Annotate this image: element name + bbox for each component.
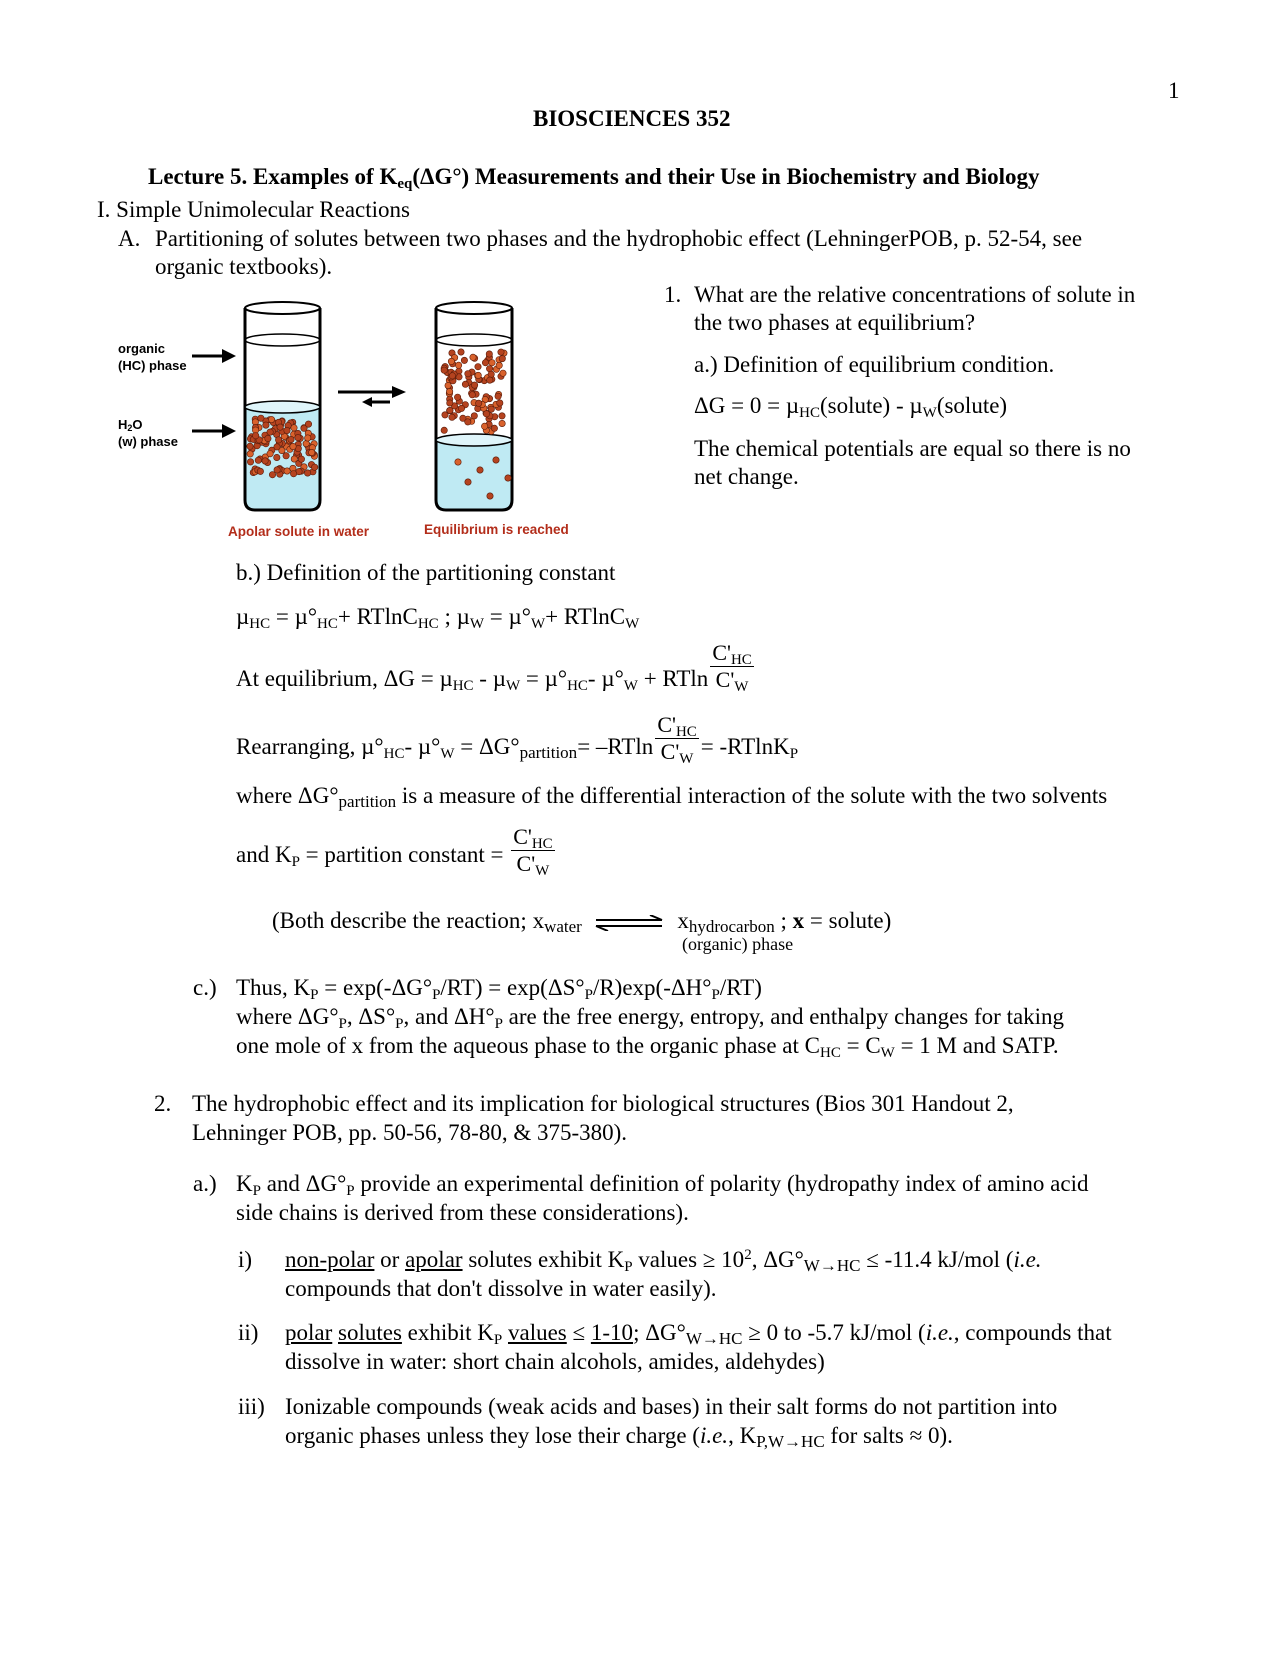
rearranging-eq: Rearranging, $\mu^\circ_{HC}-$ $\mu^\circ_W = \Delta G^\circ_{partition}= -RTln$ $\frac{C'_{HC}}{C'_W}$ = -RTlnK$_P$	[236, 712, 799, 767]
section-a-marker: A.	[118, 226, 141, 251]
solute-particle-organic-74	[447, 400, 453, 406]
solute-particle-organic-38	[446, 388, 452, 394]
solute-particle-water-70	[262, 458, 268, 464]
course-title: BIOSCIENCES 352	[533, 106, 731, 131]
solute-particle-organic-88	[465, 371, 471, 377]
solute-particle-water-66	[291, 425, 297, 431]
where-partition-line: where $\Delta G^\circ_{partition}$ is a measure of the differential interaction of the solute with the two solvents	[236, 783, 1108, 811]
solute-particle-equil-water-3	[465, 479, 471, 485]
solute-particle-equil-water-4	[487, 493, 493, 499]
solute-particle-equil-water-2	[493, 457, 499, 463]
caption-apolar-solute: Apolar solute in water	[228, 524, 370, 539]
solute-particle-organic-87	[448, 358, 454, 364]
solute-particle-water-119	[263, 422, 269, 428]
solute-particle-water-106	[284, 427, 290, 433]
q1-a-label: a.) Definition of equilibrium condition.	[694, 352, 1055, 377]
solute-particle-organic-94	[476, 400, 482, 406]
solute-particle-organic-72	[465, 419, 471, 425]
solute-particle-organic-103	[475, 372, 481, 378]
solute-particle-water-76	[268, 416, 274, 422]
section-a-line1: Partitioning of solutes between two phases and the hydrophobic effect (LehningerPOB, p. 52-54, see	[155, 226, 1083, 251]
q2-a-line2: side chains is derived from these considerations).	[236, 1200, 689, 1225]
chemical-potential-eq: $\mu_{HC} = \mu^\circ_{HC}+ RTlnC_{HC}$ ; $\mu_W = \mu^\circ_W+ RTlnC_W$	[236, 604, 640, 632]
q2-a-line1: $K_P$ and $\Delta G^\circ_P$ provide an experimental definition of polarity (hydropathy index of amino acid	[236, 1171, 1089, 1199]
q1-marker: 1.	[664, 282, 682, 307]
solute-particle-water-117	[309, 449, 315, 455]
solute-particle-water-112	[258, 415, 264, 421]
page-number: 1	[1168, 78, 1180, 103]
q1-explain-line2: net change.	[694, 464, 799, 489]
solute-particle-organic-90	[462, 381, 468, 387]
c-line3: one mole of x from the aqueous phase to the organic phase at $C_{HC} = C_W = 1$ M and SATP.	[236, 1033, 1059, 1061]
q1-line2: the two phases at equilibrium?	[694, 310, 976, 335]
item-i-line1: non-polar or apolar solutes exhibit $K_P$ values ≥ $10^2$, $\Delta G^\circ_{W\to HC} \le -11.4$ kJ/mol (i.e.	[285, 1247, 1042, 1275]
solute-particle-organic-96	[471, 382, 477, 388]
solute-particle-organic-78	[489, 360, 495, 366]
caption-equilibrium: Equilibrium is reached	[424, 522, 569, 537]
solute-particle-water-52	[275, 437, 281, 443]
solute-particle-water-115	[267, 451, 273, 457]
item-i-line2: compounds that don't dissolve in water easily).	[285, 1276, 717, 1301]
solute-particle-organic-89	[441, 367, 447, 373]
c-marker: c.)	[193, 975, 217, 1000]
solute-particle-water-46	[247, 459, 253, 465]
solute-particle-water-110	[253, 433, 259, 439]
equilibrium-harpoon-icon	[594, 915, 666, 931]
solute-particle-equil-water-5	[505, 475, 511, 481]
equilibrium-deltag-eq: At equilibrium, $\Delta G = \mu_{HC} - \mu_W = \mu^\circ_{HC}-$ $\mu^\circ_W + RTln$ $\frac{C'_{HC}}{C'_W}$	[236, 640, 752, 695]
item-iii-line2: organic phases unless they lose their charge (i.e., $K_{P,W\to HC}$ for salts ≈ 0).	[285, 1423, 953, 1451]
solute-particle-organic-60	[461, 357, 467, 363]
organic-phase-label: organic (HC) phase	[118, 341, 187, 373]
c-line2: where $\Delta G^\circ_P$, $\Delta S^\circ_P$, and $\Delta H^\circ_P$ are the free energy, entropy, and enthalpy changes for taking	[236, 1004, 1065, 1032]
solute-particle-organic-100	[481, 423, 487, 429]
solute-particle-organic-85	[495, 393, 501, 399]
solute-particle-water-116	[288, 436, 294, 442]
solute-particle-water-100	[305, 435, 311, 441]
solute-particle-organic-67	[470, 354, 476, 360]
q1-line1: What are the relative concentrations of solute in	[694, 282, 1136, 307]
equilibrium-condition-eq: ΔG = 0 = µ$_{HC}$(solute) - µ$_W$(solute)	[694, 393, 1008, 421]
solute-particle-organic-48	[498, 349, 504, 355]
solute-particle-organic-80	[469, 392, 475, 398]
solute-particle-organic-108	[475, 364, 481, 370]
lecture-title: Lecture 5. Examples of $K_{eq}(\Delta G^\circ)$ Measurements and their Use in Biochemistry and Biology	[148, 164, 1040, 192]
section-a-line2: organic textbooks).	[155, 254, 333, 279]
solute-particle-organic-109	[458, 405, 464, 411]
solute-particle-organic-105	[483, 411, 489, 417]
concentration-ratio-fraction: $\frac{C'_{HC}}{C'_W}$	[712, 640, 752, 695]
q2-marker: 2.	[154, 1091, 172, 1116]
solute-particle-water-104	[277, 424, 283, 430]
solute-particle-organic-15	[458, 349, 464, 355]
solute-particle-equil-water-0	[455, 459, 461, 465]
solute-particle-organic-36	[454, 394, 460, 400]
solute-particle-organic-76	[488, 371, 494, 377]
item-ii-marker: ii)	[238, 1320, 259, 1345]
solute-particle-water-102	[269, 472, 275, 478]
solute-particle-organic-86	[487, 377, 493, 383]
solute-particle-organic-82	[449, 414, 455, 420]
solute-particle-organic-99	[497, 400, 503, 406]
solute-particle-water-109	[247, 451, 253, 457]
b-label: b.) Definition of the partitioning constant	[236, 560, 616, 585]
concentration-ratio-fraction-2: $\frac{C'_{HC}}{C'_W}$	[657, 712, 697, 767]
solute-particle-water-118	[291, 456, 297, 462]
solute-particle-organic-104	[449, 373, 455, 379]
solute-particle-organic-106	[482, 360, 488, 366]
solute-particle-organic-58	[455, 362, 461, 368]
solute-particle-water-88	[265, 435, 271, 441]
label-arrows	[192, 349, 236, 438]
solute-particle-water-61	[283, 453, 289, 459]
item-i-marker: i)	[238, 1247, 253, 1272]
solute-particle-organic-75	[500, 370, 506, 376]
solute-particle-organic-28	[441, 427, 447, 433]
solute-particle-organic-44	[499, 420, 505, 426]
solute-particle-organic-93	[445, 382, 451, 388]
solute-particle-water-113	[312, 464, 318, 470]
partition-figure	[118, 300, 598, 540]
q2-line2: Lehninger POB, pp. 50-56, 78-80, & 375-380).	[192, 1120, 628, 1145]
item-iii-marker: iii)	[238, 1394, 265, 1419]
solute-particle-organic-20	[499, 413, 505, 419]
solute-particle-organic-107	[471, 413, 477, 419]
reaction-description: (Both describe the reaction; $x_{water}$ $x_{hydrocarbon}$ ; x = solute)	[272, 908, 892, 936]
solute-particle-organic-92	[499, 355, 505, 361]
item-ii-line1: polar solutes exhibit $K_P$ values ≤ 1-10; $\Delta G^\circ_{W\to HC} \ge 0$ to -5.7 kJ/mol (i.e., compounds that	[285, 1320, 1112, 1348]
q2-line1: The hydrophobic effect and its implication for biological structures (Bios 301 Handout 2,	[192, 1091, 1014, 1116]
solute-particle-water-114	[284, 468, 290, 474]
tube-before	[245, 302, 320, 510]
test-tubes-diagram	[118, 300, 598, 540]
section-i-heading: I. Simple Unimolecular Reactions	[97, 197, 410, 222]
solute-particle-water-47	[295, 434, 301, 440]
organic-phase-note: (organic) phase	[682, 934, 794, 954]
solute-particle-water-107	[290, 443, 296, 449]
solute-particle-water-84	[304, 470, 310, 476]
water-phase-label: $H_2O$ (w) phase	[118, 417, 178, 449]
solute-particle-water-19	[274, 454, 280, 460]
equilibrium-arrows	[338, 386, 406, 407]
item-ii-line2: dissolve in water: short chain alcohols, amides, aldehydes)	[285, 1349, 825, 1374]
q1-explain-line1: The chemical potentials are equal so there is no	[694, 436, 1131, 461]
solute-particle-organic-95	[496, 362, 502, 368]
partition-constant-def: and $K_P$ = partition constant = $\frac{C'_{HC}}{C'_W}$	[236, 824, 553, 879]
solute-particle-water-111	[290, 471, 296, 477]
solute-particle-water-108	[247, 443, 253, 449]
partition-constant-fraction: $\frac{C'_{HC}}{C'_W}$	[513, 824, 553, 879]
c-line1: Thus, $K_P = \exp(-\Delta G^\circ_P/RT) = \exp(\Delta S^\circ_P/R)\exp(-\Delta H^\circ_P/RT)$	[236, 975, 762, 1003]
solute-particle-water-80	[255, 457, 261, 463]
solute-particle-water-78	[305, 421, 311, 427]
solute-particle-water-90	[298, 456, 304, 462]
solute-particle-water-105	[267, 429, 273, 435]
q2-a-marker: a.)	[193, 1171, 217, 1196]
solute-particle-organic-69	[488, 406, 494, 412]
solute-particle-organic-98	[447, 407, 453, 413]
solute-particle-water-89	[257, 468, 263, 474]
solute-particle-equil-water-1	[477, 467, 483, 473]
item-iii-line1: Ionizable compounds (weak acids and bases) in their salt forms do not partition into	[285, 1394, 1058, 1419]
solute-particle-organic-101	[486, 351, 492, 357]
